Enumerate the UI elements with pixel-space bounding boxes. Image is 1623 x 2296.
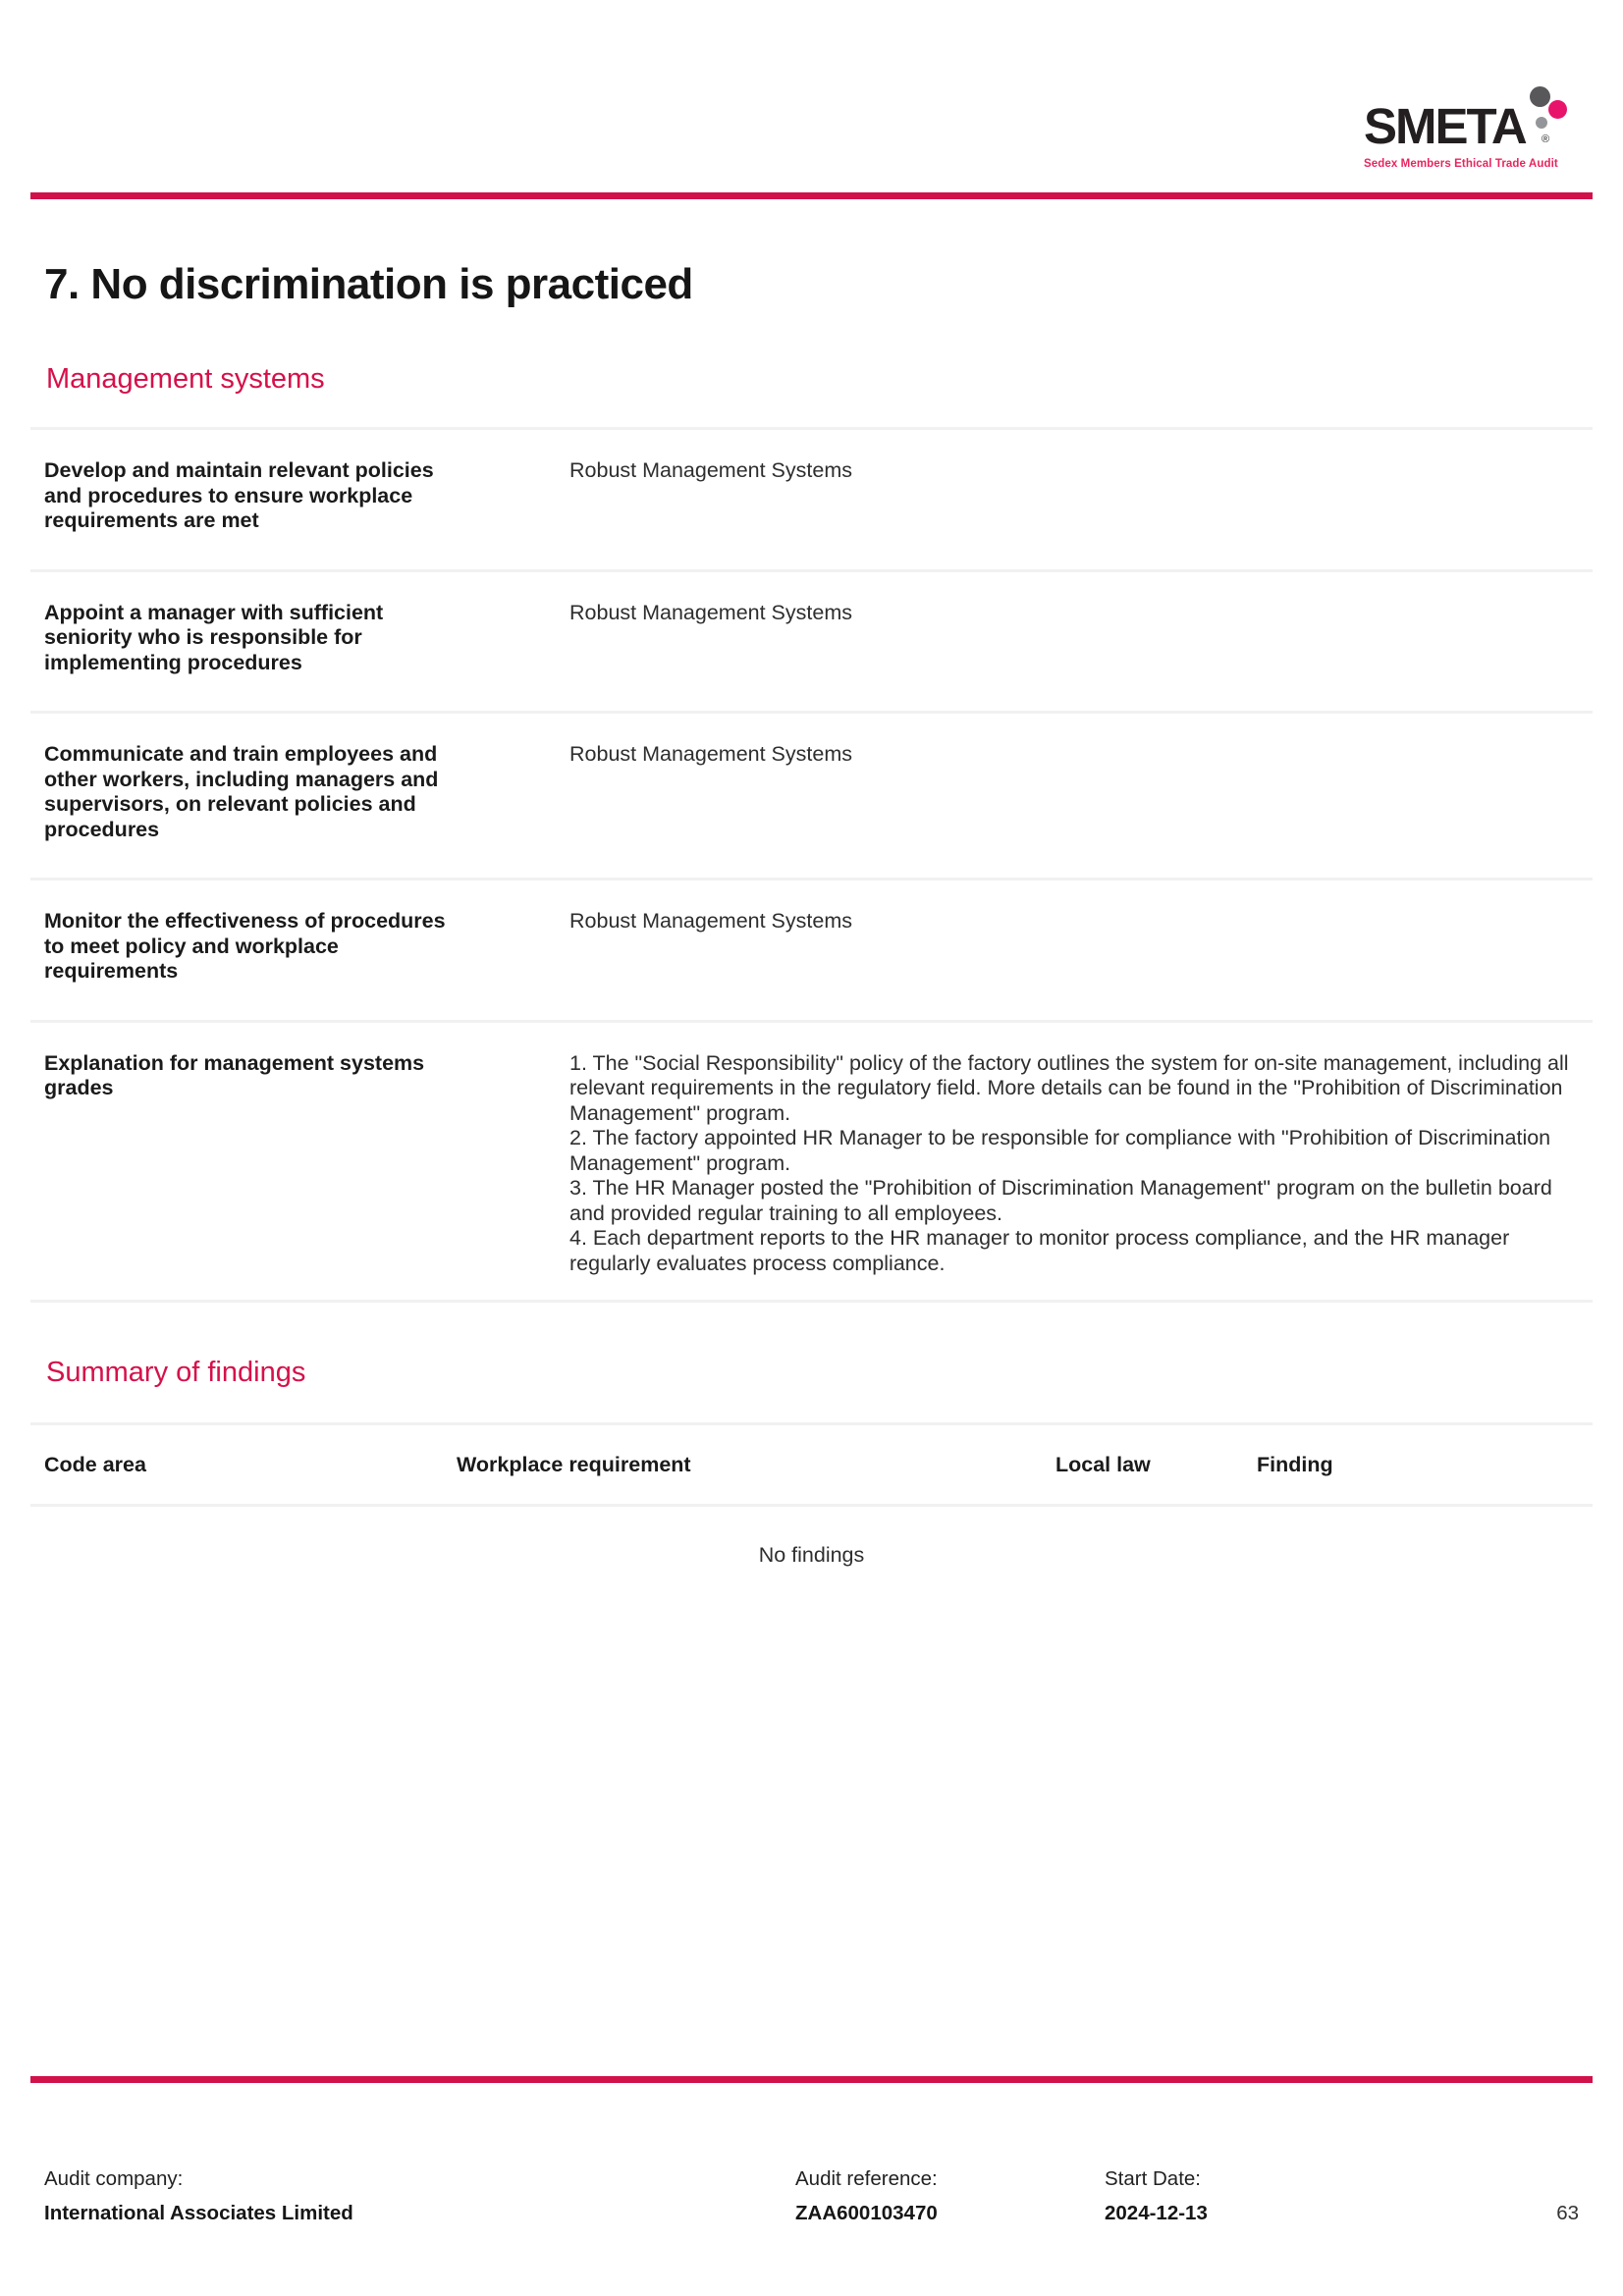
smeta-wordmark: SMETA: [1364, 98, 1526, 154]
footer-value: ZAA600103470: [795, 2202, 938, 2224]
footer-start-date: [1105, 2167, 1556, 2225]
summary-of-findings-heading: Summary of findings: [46, 1357, 306, 1388]
no-findings-message: No findings: [758, 1543, 865, 1567]
footer-audit-company: [44, 2167, 795, 2225]
logo-dot-gray-icon: [1536, 117, 1547, 129]
management-systems-heading: Management systems: [46, 363, 325, 395]
row-label: Communicate and train employees and other workers, including managers and supervisors, on relevant policies and procedures: [44, 742, 439, 841]
footer-divider-rule: [30, 2076, 1593, 2083]
management-systems-table: [30, 427, 1593, 1303]
footer-value: International Associates Limited: [44, 2202, 353, 2224]
row-label: Monitor the effectiveness of procedures to meet policy and workplace requirements: [44, 909, 446, 983]
row-label: Explanation for management systems grades: [44, 1050, 425, 1099]
page-title: 7. No discrimination is practiced: [44, 260, 693, 308]
row-label: Appoint a manager with sufficient seniority who is responsible for implementing procedures: [44, 600, 384, 674]
logo-dot-dark-icon: [1530, 86, 1550, 107]
header: [0, 0, 1623, 170]
logo-tagline: Sedex Members Ethical Trade Audit: [1364, 158, 1558, 170]
explanation-item: 4. Each department reports to the HR manager to monitor process compliance, and the HR manager regularly evaluates process compliance.: [569, 1226, 1510, 1275]
page-footer: [0, 2076, 1623, 2225]
footer-info: [30, 2167, 1593, 2225]
row-value: Robust Management Systems: [569, 909, 852, 933]
footer-label: Start Date:: [1105, 2167, 1201, 2190]
row-value: [569, 1051, 1579, 1277]
column-header-finding: Finding: [1257, 1453, 1333, 1476]
row-value: Robust Management Systems: [569, 742, 852, 766]
explanation-item: 3. The HR Manager posted the "Prohibition of Discrimination Management" program on the bulletin board and provided regular training to all employees.: [569, 1176, 1552, 1225]
explanation-item: 2. The factory appointed HR Manager to be responsible for compliance with "Prohibition of Discrimination Management" program.: [569, 1126, 1551, 1175]
smeta-logo-brand-row: [1364, 98, 1575, 156]
logo-dot-pink-icon: [1548, 100, 1567, 119]
smeta-logo: [1364, 98, 1575, 170]
registered-trademark-symbol: ®: [1542, 133, 1550, 145]
table-row-explanation: [30, 1020, 1593, 1304]
row-value: Robust Management Systems: [569, 600, 852, 624]
footer-label: Audit company:: [44, 2167, 184, 2190]
explanation-item: 1. The "Social Responsibility" policy of the factory outlines the system for on-site management, including all relevant requirements in the regulatory field. More details can be found in the "Prohibition of Discrimination Management" program.: [569, 1050, 1569, 1125]
findings-table-header: [30, 1422, 1593, 1507]
footer-value: 2024-12-13: [1105, 2202, 1208, 2224]
column-header-code-area: Code area: [44, 1453, 146, 1476]
table-row: [30, 569, 1593, 712]
row-label: Develop and maintain relevant policies and procedures to ensure workplace requirements are met: [44, 458, 434, 532]
footer-audit-reference: [795, 2167, 1105, 2225]
header-divider-rule: [30, 192, 1593, 199]
column-header-workplace-requirement: Workplace requirement: [457, 1453, 691, 1476]
page-number: 63: [1556, 2202, 1579, 2224]
table-row: [30, 427, 1593, 569]
row-value: Robust Management Systems: [569, 458, 852, 482]
column-header-local-law: Local law: [1055, 1453, 1151, 1476]
footer-label: Audit reference:: [795, 2167, 938, 2190]
table-row: [30, 878, 1593, 1020]
table-row: [30, 711, 1593, 878]
